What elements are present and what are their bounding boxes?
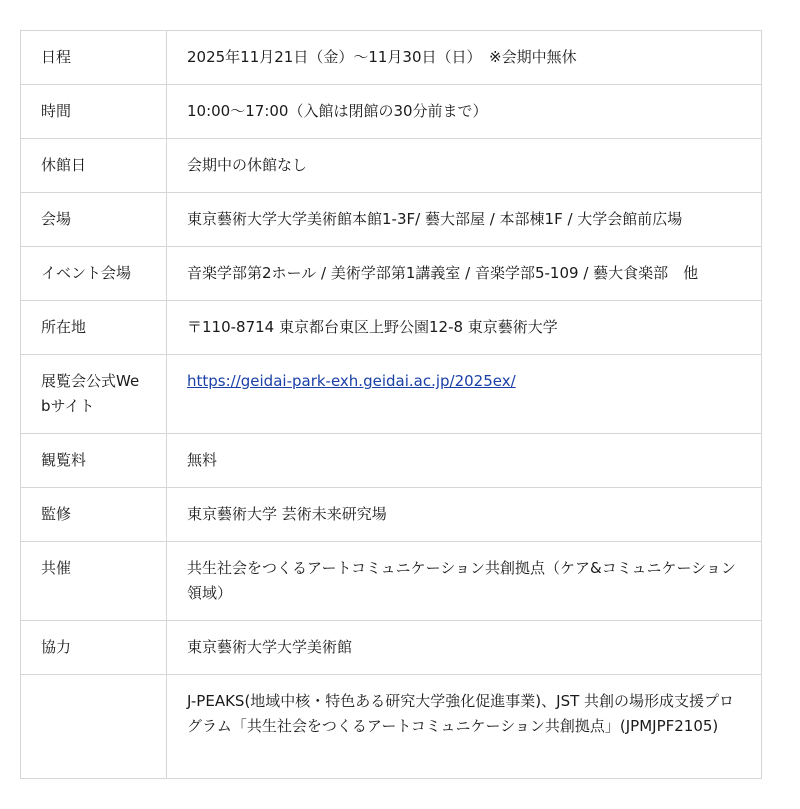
row-label-closed-days: 休館日 — [21, 139, 167, 193]
row-label-event-venue: イベント会場 — [21, 247, 167, 301]
row-value-schedule: 2025年11月21日（金）〜11月30日（日） ※会期中無休 — [167, 31, 762, 85]
table-row-event-venue — [21, 247, 762, 301]
row-value-website — [167, 355, 762, 434]
row-label-hours: 時間 — [21, 85, 167, 139]
table-row-hours — [21, 85, 762, 139]
row-value-event-venue: 音楽学部第2ホール / 美術学部第1講義室 / 音楽学部5-109 / 藝大食楽部 他 — [167, 247, 762, 301]
table-row-supervision — [21, 488, 762, 542]
event-info-table — [20, 30, 762, 779]
row-value-venue: 東京藝術大学大学美術館本館1-3F/ 藝大部屋 / 本部棟1F / 大学会館前広場 — [167, 193, 762, 247]
table-row-cooperation — [21, 621, 762, 675]
row-label-supervision: 監修 — [21, 488, 167, 542]
row-value-supervision: 東京藝術大学 芸術未来研究場 — [167, 488, 762, 542]
table-row-address — [21, 301, 762, 355]
table-row-support — [21, 675, 762, 779]
row-value-cooperation: 東京藝術大学大学美術館 — [167, 621, 762, 675]
row-value-admission: 無料 — [167, 434, 762, 488]
row-value-hours: 10:00〜17:00（入館は閉館の30分前まで） — [167, 85, 762, 139]
row-label-support — [21, 675, 167, 779]
row-label-co-host: 共催 — [21, 542, 167, 621]
table-row-venue — [21, 193, 762, 247]
row-value-support: J-PEAKS(地域中核・特色ある研究大学強化促進事業)、JST 共創の場形成支援プログラム「共生社会をつくるアートコミュニケーション共創拠点」(JPMJPF2105) — [167, 675, 762, 779]
row-label-cooperation: 協力 — [21, 621, 167, 675]
table-row-closed-days — [21, 139, 762, 193]
table-row-co-host — [21, 542, 762, 621]
row-value-address: 〒110-8714 東京都台東区上野公園12-8 東京藝術大学 — [167, 301, 762, 355]
row-label-website: 展覧会公式Webサイト — [21, 355, 167, 434]
table-row-admission — [21, 434, 762, 488]
table-row-schedule — [21, 31, 762, 85]
website-link[interactable]: https://geidai-park-exh.geidai.ac.jp/2025ex/ — [187, 372, 516, 390]
row-label-venue: 会場 — [21, 193, 167, 247]
row-label-address: 所在地 — [21, 301, 167, 355]
row-value-closed-days: 会期中の休館なし — [167, 139, 762, 193]
table-row-website — [21, 355, 762, 434]
row-label-schedule: 日程 — [21, 31, 167, 85]
row-value-co-host: 共生社会をつくるアートコミュニケーション共創拠点（ケア&コミュニケーション領域） — [167, 542, 762, 621]
row-label-admission: 観覧料 — [21, 434, 167, 488]
